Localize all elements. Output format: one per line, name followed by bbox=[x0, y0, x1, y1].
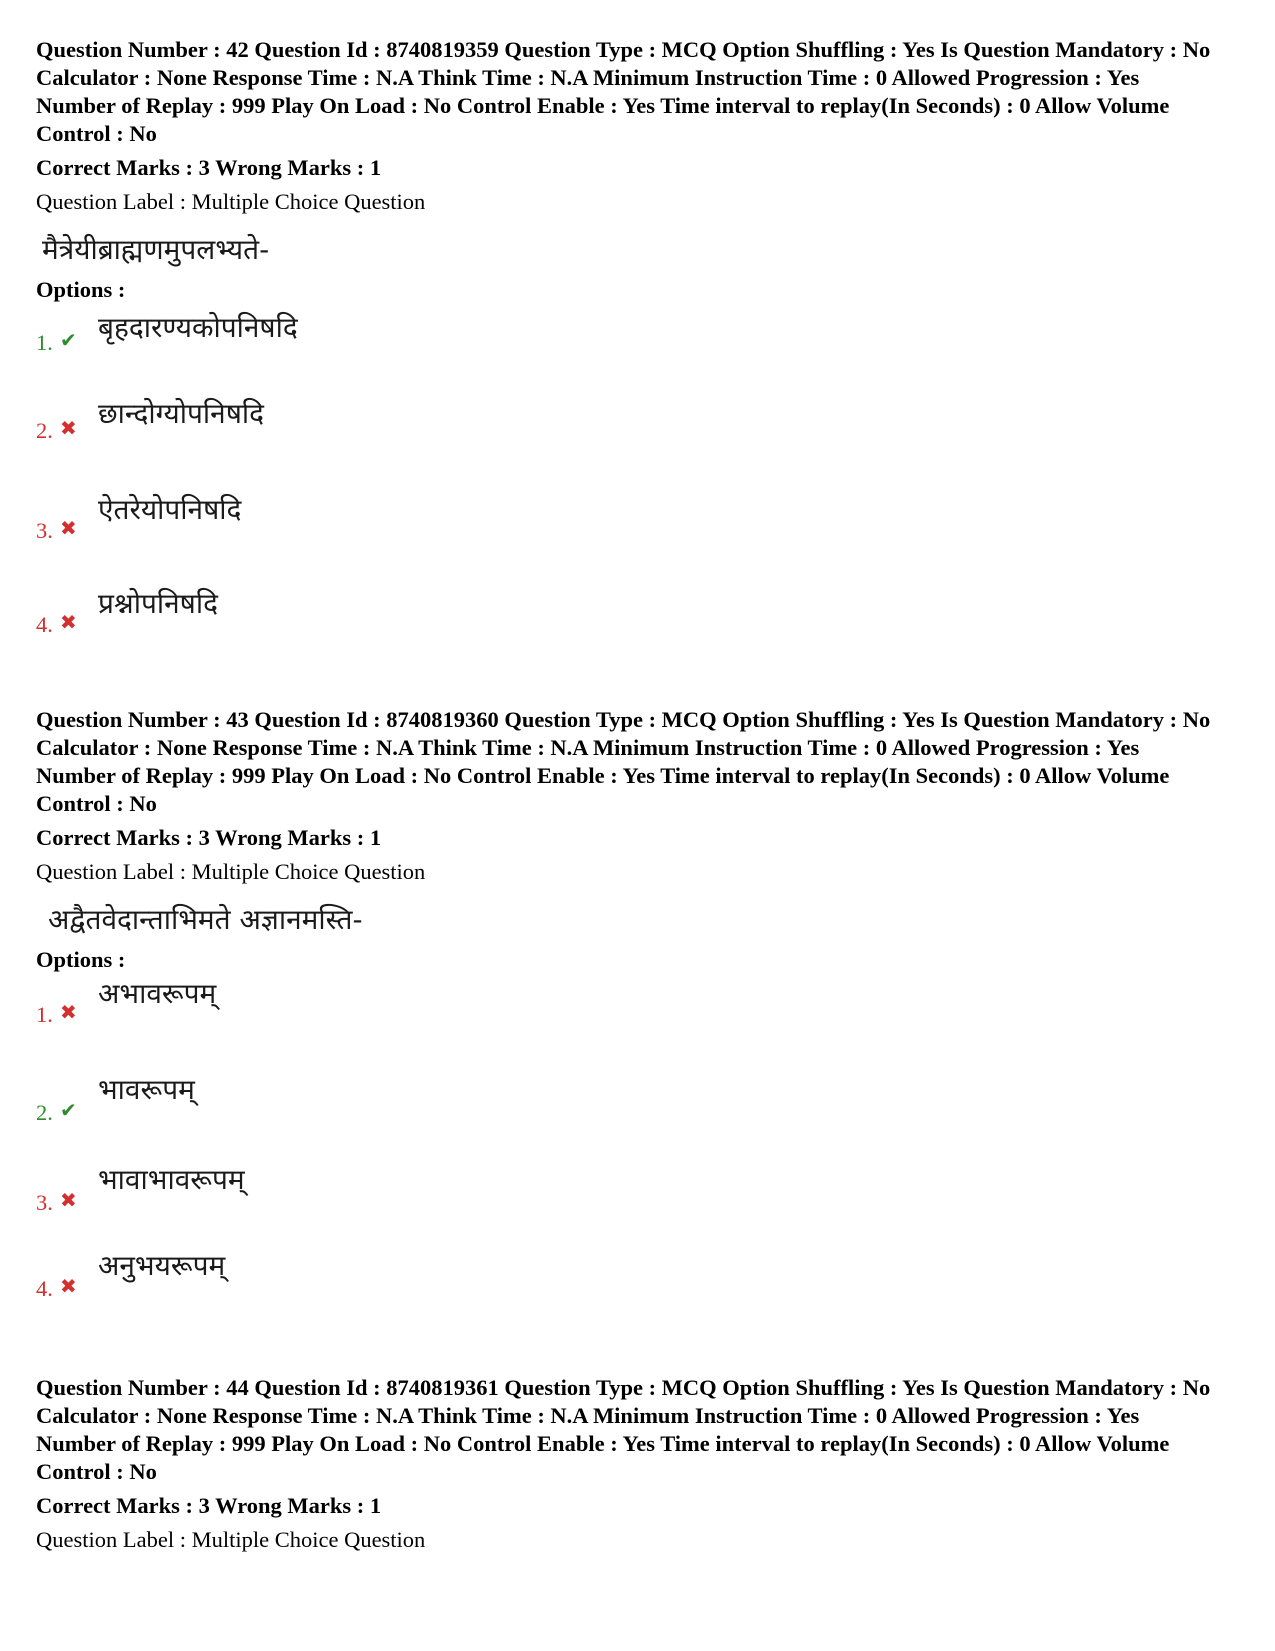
check-icon: ✔ bbox=[60, 328, 77, 352]
option-text: अनुभयरूपम् bbox=[98, 1249, 226, 1282]
option-text: अभावरूपम् bbox=[98, 977, 217, 1010]
options-list bbox=[36, 974, 1216, 1324]
option-item bbox=[36, 578, 1216, 658]
option-item bbox=[36, 974, 1216, 1066]
option-item bbox=[36, 1066, 1216, 1156]
cross-icon: ✖ bbox=[60, 1188, 77, 1212]
options-heading: Options : bbox=[36, 947, 126, 972]
question-block-43 bbox=[36, 706, 1216, 1324]
check-icon: ✔ bbox=[60, 1098, 77, 1122]
question-block-44 bbox=[36, 1374, 1216, 1554]
option-item bbox=[36, 484, 1216, 578]
option-number: 3. bbox=[36, 518, 53, 543]
option-item bbox=[36, 1244, 1216, 1324]
question-meta: Question Number : 42 Question Id : 8740819359 Question Type : MCQ Option Shuffling : Yes Is Question Mandatory : No Calculator : None Response Time : N.A Think Time : N.A Minimum Instruction Time : 0 Allowed Progression : Yes Number of Replay : 999 Play On Load : No Control Enable : Yes Time interval to replay(In Seconds) : 0 Allow Volume Control : No bbox=[36, 37, 1211, 146]
question-label: Question Label : Multiple Choice Question bbox=[36, 189, 426, 214]
option-text: बृहदारण्यकोपनिषदि bbox=[98, 311, 298, 344]
option-number: 4. bbox=[36, 1276, 53, 1301]
question-text: अद्वैतवेदान्ताभिमते अज्ञानमस्ति- bbox=[48, 903, 363, 936]
option-text: प्रश्नोपनिषदि bbox=[98, 587, 218, 620]
cross-icon: ✖ bbox=[60, 416, 77, 440]
option-number: 1. bbox=[36, 330, 53, 355]
option-number: 2. bbox=[36, 1100, 53, 1125]
question-label: Question Label : Multiple Choice Question bbox=[36, 1527, 426, 1552]
option-number: 4. bbox=[36, 612, 53, 637]
question-marks: Correct Marks : 3 Wrong Marks : 1 bbox=[36, 1493, 382, 1518]
option-text: भावाभावरूपम् bbox=[98, 1163, 245, 1196]
cross-icon: ✖ bbox=[60, 1000, 77, 1024]
question-meta: Question Number : 44 Question Id : 8740819361 Question Type : MCQ Option Shuffling : Yes Is Question Mandatory : No Calculator : None Response Time : N.A Think Time : N.A Minimum Instruction Time : 0 Allowed Progression : Yes Number of Replay : 999 Play On Load : No Control Enable : Yes Time interval to replay(In Seconds) : 0 Allow Volume Control : No bbox=[36, 1375, 1211, 1484]
option-item bbox=[36, 388, 1216, 484]
options-list bbox=[36, 304, 1216, 658]
cross-icon: ✖ bbox=[60, 610, 77, 634]
option-text: छान्दोग्योपनिषदि bbox=[98, 397, 265, 430]
option-text: ऐतरेयोपनिषदि bbox=[98, 493, 242, 526]
question-marks: Correct Marks : 3 Wrong Marks : 1 bbox=[36, 825, 382, 850]
option-number: 3. bbox=[36, 1190, 53, 1215]
question-marks: Correct Marks : 3 Wrong Marks : 1 bbox=[36, 155, 382, 180]
option-number: 1. bbox=[36, 1002, 53, 1027]
option-item bbox=[36, 1156, 1216, 1244]
question-block-42 bbox=[36, 36, 1216, 658]
question-meta: Question Number : 43 Question Id : 8740819360 Question Type : MCQ Option Shuffling : Yes Is Question Mandatory : No Calculator : None Response Time : N.A Think Time : N.A Minimum Instruction Time : 0 Allowed Progression : Yes Number of Replay : 999 Play On Load : No Control Enable : Yes Time interval to replay(In Seconds) : 0 Allow Volume Control : No bbox=[36, 707, 1211, 816]
cross-icon: ✖ bbox=[60, 516, 77, 540]
option-number: 2. bbox=[36, 418, 53, 443]
option-text: भावरूपम् bbox=[98, 1073, 195, 1106]
cross-icon: ✖ bbox=[60, 1274, 77, 1298]
question-label: Question Label : Multiple Choice Question bbox=[36, 859, 426, 884]
options-heading: Options : bbox=[36, 277, 126, 302]
option-item bbox=[36, 304, 1216, 388]
question-text: मैत्रेयीब्राह्मणमुपलभ्यते- bbox=[42, 233, 270, 266]
